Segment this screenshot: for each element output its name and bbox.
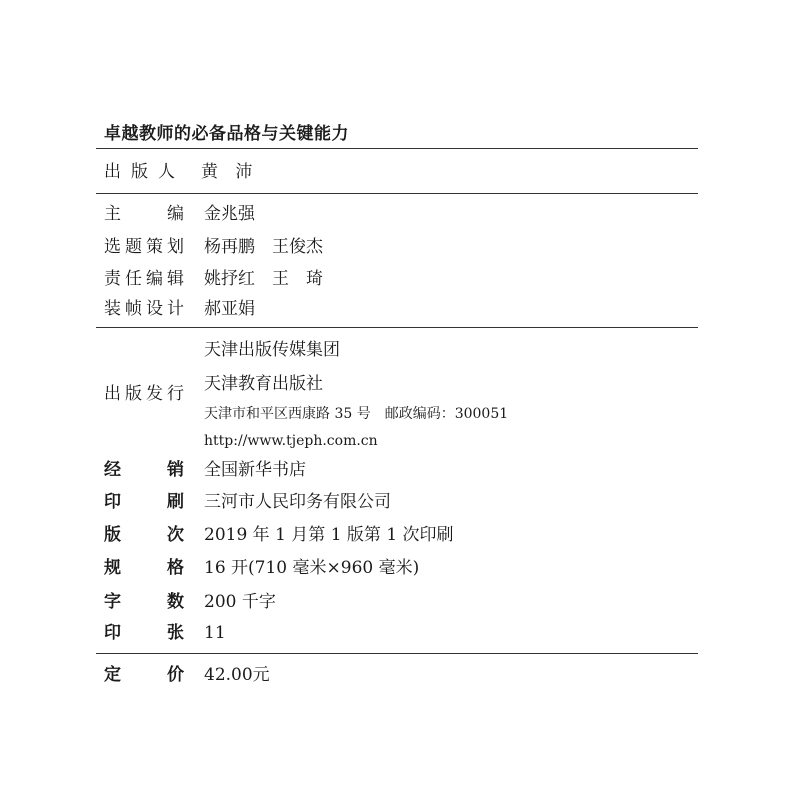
spec-value: 16 开(710 毫米×960 毫米) <box>204 558 420 578</box>
rule-2 <box>96 193 698 194</box>
spec-value: 200 千字 <box>204 592 276 612</box>
spec-label: 经 销 <box>104 460 184 480</box>
spec-value: 全国新华书店 <box>204 460 306 480</box>
spec-value: 2019 年 1 月第 1 版第 1 次印刷 <box>204 525 454 545</box>
publisher-person-label: 出版人 <box>104 162 185 182</box>
spec-label: 印 张 <box>104 623 184 643</box>
rule-3 <box>96 327 698 328</box>
editorial-value: 金兆强 <box>204 204 255 224</box>
editorial-label: 选 题 策 划 <box>104 237 184 257</box>
price-value: 42.00元 <box>204 665 270 685</box>
editorial-value: 姚抒红 王 琦 <box>204 269 323 289</box>
editorial-label: 主 编 <box>104 204 184 224</box>
distribution-label: 出 版 发 行 <box>104 384 184 404</box>
rule-top <box>96 148 698 149</box>
spec-label: 字 数 <box>104 592 184 612</box>
distribution-url: http://www.tjeph.com.cn <box>204 433 378 449</box>
distribution-address: 天津市和平区西康路 35 号 邮政编码：300051 <box>204 406 509 422</box>
editorial-label: 责 任 编 辑 <box>104 269 184 289</box>
spec-label: 规 格 <box>104 558 184 578</box>
distribution-line: 天津出版传媒集团 <box>204 340 340 360</box>
price-label: 定 价 <box>104 665 184 685</box>
editorial-label: 装 帧 设 计 <box>104 299 184 319</box>
rule-4 <box>96 653 698 654</box>
spec-value: 三河市人民印务有限公司 <box>204 492 391 512</box>
book-title: 卓越教师的必备品格与关键能力 <box>104 124 349 144</box>
spec-label: 版 次 <box>104 525 184 545</box>
editorial-value: 杨再鹏 王俊杰 <box>204 237 323 257</box>
spec-label: 印 刷 <box>104 492 184 512</box>
distribution-line: 天津教育出版社 <box>204 374 323 394</box>
editorial-value: 郝亚娟 <box>204 299 255 319</box>
publisher-person-value: 黄 沛 <box>201 162 259 182</box>
spec-value: 11 <box>204 623 226 643</box>
